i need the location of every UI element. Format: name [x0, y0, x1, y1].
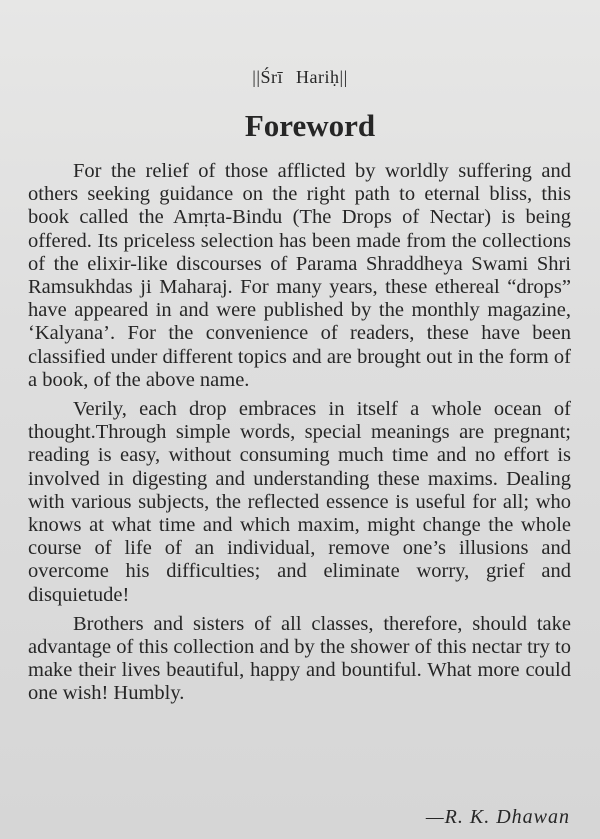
foreword-body — [28, 160, 571, 712]
page-title: Foreword — [244, 108, 376, 143]
paragraph-2: Verily, each drop embraces in itself a whole ocean of thought.Through simple words, special meanings are pregnant; reading is easy, without consuming much time and no effort is involved in digesting and understanding these maxims. Dealing with various subjects, the reflected essence is useful for all; who knows at what time and which maxim, might change the whole course of life of an individual, remove one’s illusions and overcome his difficulties; and eliminate worry, grief and disquietude! — [28, 398, 571, 606]
paragraph-1: For the relief of those afflicted by worldly suffering and others seeking guidance on the right path to eternal bliss, this book called the Amṛta-Bindu (The Drops of Nectar) is being offered. Its priceless selection has been made from the collections of the elixir-like discourses of Parama Shraddheya Swami Shri Ramsukhdas ji Maharaj. For many years, these ethereal “drops” have appeared in and were published by the monthly magazine, ‘Kalyana’. For the convenience of readers, these have been classified under different topics and are brought out in the form of a book, of the above name. — [28, 160, 571, 391]
paragraph-3: Brothers and sisters of all classes, therefore, should take advantage of this collection and by the shower of this nectar try to make their lives beautiful, happy and bountiful. What more could one wish! Humbly. — [28, 612, 571, 705]
author-signature: —R. K. Dhawan — [425, 806, 570, 828]
invocation-header: ||Śrī Hariḥ|| — [252, 67, 348, 87]
